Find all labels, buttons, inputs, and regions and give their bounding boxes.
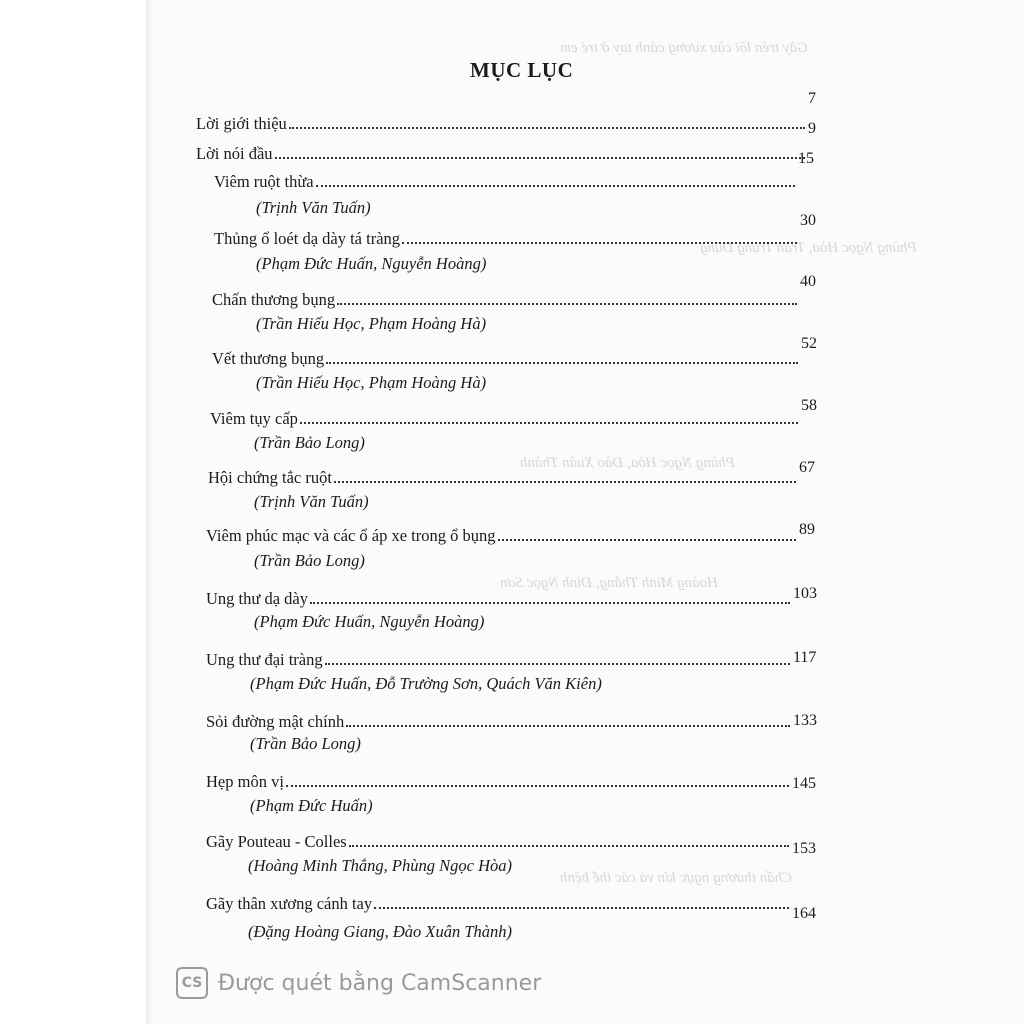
toc-page-number: 117: [793, 649, 817, 666]
toc-leader-dots: [286, 785, 789, 787]
toc-page-number: 133: [793, 712, 817, 729]
toc-entry-label: Viêm phúc mạc và các ổ áp xe trong ổ bụng: [206, 526, 496, 545]
watermark-text: Được quét bằng CamScanner: [218, 970, 542, 996]
toc-entry: [214, 227, 840, 249]
toc-entry-label: Chấn thương bụng: [212, 290, 336, 309]
toc-entry: [212, 347, 841, 369]
toc-entry: [212, 288, 840, 310]
toc-page-number: 103: [793, 585, 817, 602]
toc-entry: [206, 830, 832, 852]
toc-entry-author: (Phạm Đức Huấn, Nguyễn Hoàng): [256, 254, 487, 273]
toc-page-number: 153: [792, 840, 816, 857]
bleed-through-text: Phùng Ngọc Hòa, Trần Trung Dũng: [700, 240, 917, 256]
toc-entry-label: Hẹp môn vị: [206, 772, 284, 791]
toc-entry: [206, 770, 832, 792]
toc-entry: [206, 892, 832, 914]
toc-leader-dots: [349, 845, 789, 847]
camscanner-icon: CS: [176, 967, 208, 999]
toc-entry-label: Lời giới thiệu: [196, 114, 287, 133]
toc-entry-author: (Trịnh Văn Tuấn): [256, 198, 371, 217]
toc-page-number: 67: [799, 459, 815, 476]
toc-entry-author: (Phạm Đức Huấn, Đỗ Trường Sơn, Quách Văn Kiên): [250, 674, 602, 693]
toc-entry: [210, 407, 841, 429]
toc-entry-author: (Trần Bảo Long): [254, 551, 365, 570]
toc-leader-dots: [316, 185, 795, 187]
toc-page-number: 9: [808, 120, 816, 137]
toc-entry-author: (Hoàng Minh Thắng, Phùng Ngọc Hòa): [248, 856, 512, 875]
toc-entry-label: Thủng ổ loét dạ dày tá tràng: [214, 229, 401, 248]
toc-entry-label: Vết thương bụng: [212, 349, 325, 368]
toc-entry-author: (Phạm Đức Huấn): [250, 796, 373, 815]
toc-page-number: 89: [799, 521, 815, 538]
toc-entry-author: (Đặng Hoàng Giang, Đào Xuân Thành): [248, 922, 512, 941]
toc-entry-label: Ung thư dạ dày: [206, 589, 308, 608]
toc-page-number: 52: [801, 335, 817, 352]
toc-entry-label: Lời nói đầu: [196, 144, 273, 163]
toc-entry-author: (Trần Bảo Long): [250, 734, 361, 753]
toc-entry: [206, 710, 833, 732]
toc-page-number: 30: [800, 212, 816, 229]
toc-leader-dots: [275, 157, 805, 159]
toc-entry: [214, 170, 838, 192]
toc-entry: [196, 142, 848, 164]
toc-page-number: 15: [798, 150, 814, 167]
bleed-through-text: Chấn thương ngực kín và các thể bệnh: [560, 870, 793, 886]
bleed-through-text: Phùng Ngọc Hòa, Đào Xuân Thành: [520, 455, 735, 471]
toc-entry-label: Viêm ruột thừa: [214, 172, 314, 191]
toc-leader-dots: [374, 907, 789, 909]
toc-entry-label: Ung thư đại tràng: [206, 650, 323, 669]
toc-title: MỤC LỤC: [470, 58, 574, 82]
toc-leader-dots: [326, 362, 798, 364]
toc-page-number: 145: [792, 775, 816, 792]
toc-page-number: 164: [792, 905, 816, 922]
toc-leader-dots: [402, 242, 797, 244]
toc-leader-dots: [289, 127, 805, 129]
toc-entry-author: (Phạm Đức Huấn, Nguyễn Hoàng): [254, 612, 485, 631]
toc-entry-label: Gãy thân xương cánh tay: [206, 894, 373, 913]
toc-page-number: 58: [801, 397, 817, 414]
toc-entry-label: Gãy Pouteau - Colles: [206, 832, 347, 851]
toc-leader-dots: [337, 303, 797, 305]
toc-leader-dots: [334, 481, 796, 483]
toc-leader-dots: [325, 663, 790, 665]
toc-entry: [206, 524, 839, 546]
toc-entry: [206, 648, 833, 670]
toc-entry-author: (Trịnh Văn Tuấn): [254, 492, 369, 511]
bleed-through-text: Gãy trên lồi cầu xương cánh tay ở trẻ em: [560, 40, 808, 56]
toc-entry: [196, 112, 848, 134]
bleed-through-text: Hoàng Minh Thắng, Đinh Ngọc Sơn: [500, 575, 719, 591]
toc-page-number: 40: [800, 273, 816, 290]
toc-page-number: 7: [808, 90, 816, 107]
toc-entry-author: (Trần Bảo Long): [254, 433, 365, 452]
camscanner-watermark: [176, 967, 541, 999]
toc-entry-author: (Trần Hiếu Học, Phạm Hoàng Hà): [256, 314, 487, 333]
toc-entry-label: Hội chứng tắc ruột: [208, 468, 332, 487]
toc-entry-label: Sỏi đường mật chính: [206, 712, 345, 731]
toc-entry-author: (Trần Hiếu Học, Phạm Hoàng Hà): [256, 373, 487, 392]
toc-entry: [208, 466, 839, 488]
toc-leader-dots: [346, 725, 790, 727]
toc-entry-label: Viêm tụy cấp: [210, 409, 298, 428]
toc-leader-dots: [498, 539, 796, 541]
toc-leader-dots: [310, 602, 790, 604]
toc-entry: [206, 587, 833, 609]
toc-leader-dots: [300, 422, 798, 424]
